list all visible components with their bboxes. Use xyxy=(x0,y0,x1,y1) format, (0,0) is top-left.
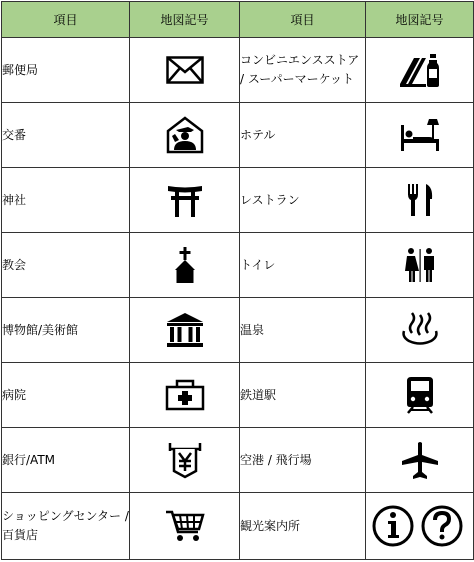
atm-yen-icon xyxy=(167,441,203,479)
item-label: 博物館/美術館 xyxy=(2,298,130,363)
item-label: 神社 xyxy=(2,168,130,233)
symbol-cell xyxy=(130,233,240,298)
symbol-cell xyxy=(366,103,474,168)
table-row xyxy=(2,233,474,298)
church-icon xyxy=(173,246,197,284)
torii-gate-icon xyxy=(167,182,203,218)
item-label: 病院 xyxy=(2,363,130,428)
table-row xyxy=(2,493,474,560)
header-row xyxy=(2,2,474,38)
info-question-icon xyxy=(372,504,468,548)
table-row xyxy=(2,38,474,103)
symbol-cell xyxy=(366,363,474,428)
table-row xyxy=(2,168,474,233)
symbol-cell xyxy=(366,168,474,233)
hotel-bed-icon xyxy=(399,117,441,153)
train-icon xyxy=(406,376,434,414)
symbol-cell xyxy=(130,38,240,103)
hospital-icon xyxy=(165,379,205,411)
item-label: ショッピングセンター / 百貨店 xyxy=(2,493,130,560)
table-row xyxy=(2,103,474,168)
column-header-symbol: 地図記号 xyxy=(366,2,474,38)
item-label: 銀行/ATM xyxy=(2,428,130,493)
item-label: 温泉 xyxy=(240,298,366,363)
map-symbol-legend-table xyxy=(1,1,474,560)
convenience-store-icon xyxy=(398,52,442,88)
table-row xyxy=(2,428,474,493)
item-label: コンビニエンスストア / スーパーマーケット xyxy=(240,38,366,103)
symbol-cell xyxy=(366,493,474,560)
symbol-cell xyxy=(366,428,474,493)
table-row xyxy=(2,298,474,363)
fork-knife-icon xyxy=(405,182,435,218)
airplane-icon xyxy=(400,441,440,479)
restroom-icon xyxy=(402,247,438,283)
item-label: 郵便局 xyxy=(2,38,130,103)
symbol-cell xyxy=(130,363,240,428)
item-label: レストラン xyxy=(240,168,366,233)
column-header-symbol: 地図記号 xyxy=(130,2,240,38)
museum-icon xyxy=(165,311,205,349)
column-header-item: 項目 xyxy=(2,2,130,38)
police-box-icon xyxy=(166,116,204,154)
column-header-item: 項目 xyxy=(240,2,366,38)
item-label: ホテル xyxy=(240,103,366,168)
symbol-cell xyxy=(130,103,240,168)
item-label: 空港 / 飛行場 xyxy=(240,428,366,493)
hot-spring-icon xyxy=(400,311,440,349)
item-label: 教会 xyxy=(2,233,130,298)
symbol-cell xyxy=(366,233,474,298)
table-row xyxy=(2,363,474,428)
symbol-cell xyxy=(130,493,240,560)
symbol-cell xyxy=(130,298,240,363)
symbol-cell xyxy=(366,298,474,363)
symbol-cell xyxy=(130,428,240,493)
symbol-cell xyxy=(130,168,240,233)
envelope-icon xyxy=(166,56,204,84)
item-label: トイレ xyxy=(240,233,366,298)
item-label: 鉄道駅 xyxy=(240,363,366,428)
symbol-cell xyxy=(366,38,474,103)
shopping-cart-icon xyxy=(165,509,205,543)
item-label: 交番 xyxy=(2,103,130,168)
item-label: 観光案内所 xyxy=(240,493,366,560)
